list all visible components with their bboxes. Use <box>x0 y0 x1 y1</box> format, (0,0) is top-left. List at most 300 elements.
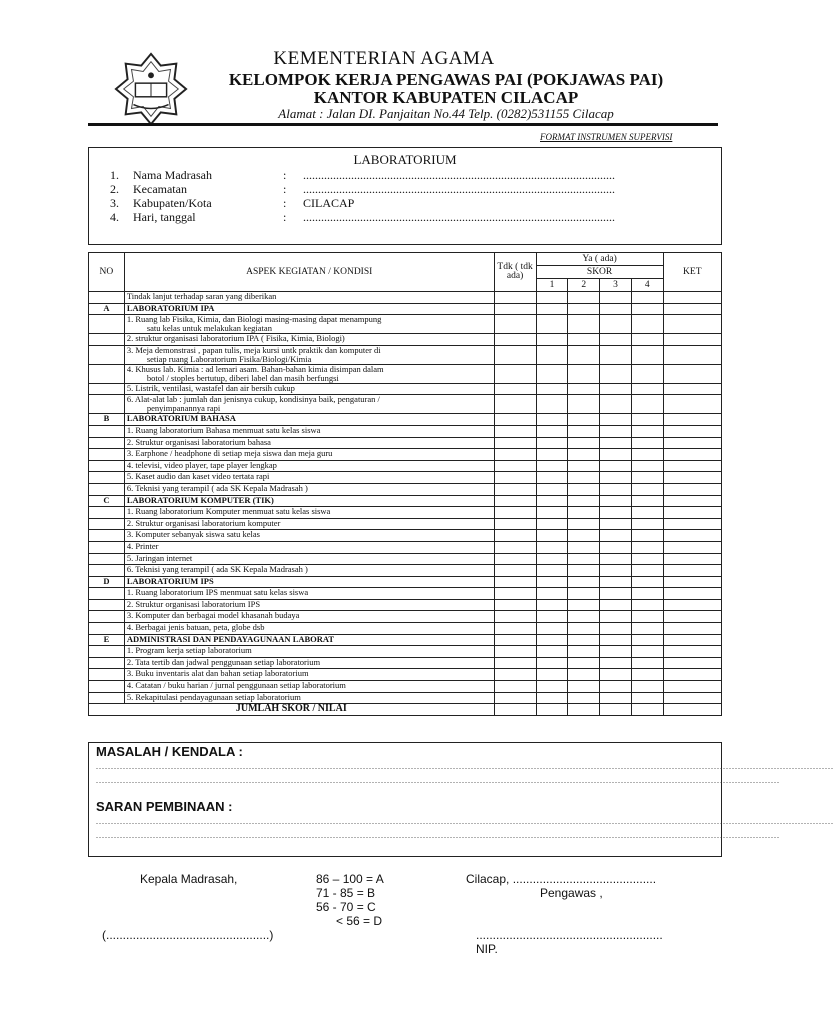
score-cell[interactable] <box>568 334 600 346</box>
score-cell[interactable] <box>494 507 536 519</box>
score-cell[interactable] <box>494 669 536 681</box>
score-cell[interactable] <box>631 315 663 334</box>
row-aspect-text: 3. Komputer dan berbagai model khasanah budaya <box>126 610 300 621</box>
score-cell[interactable] <box>568 437 600 449</box>
score-cell[interactable] <box>600 460 632 472</box>
score-cell[interactable] <box>663 303 721 315</box>
score-cell[interactable] <box>663 576 721 588</box>
score-cell[interactable] <box>494 611 536 623</box>
score-cell[interactable] <box>494 472 536 484</box>
score-cell[interactable] <box>494 334 536 346</box>
score-cell[interactable] <box>631 437 663 449</box>
score-cell[interactable] <box>600 657 632 669</box>
row-aspect-text: 4. Berbagai jenis batuan, peta, globe dsb <box>126 622 265 633</box>
score-cell[interactable] <box>536 588 568 600</box>
row-no <box>89 472 125 484</box>
score-cell[interactable] <box>536 383 568 395</box>
score-cell[interactable] <box>494 623 536 635</box>
nip-label: NIP. <box>476 942 498 956</box>
table-row <box>89 425 722 437</box>
score-cell[interactable] <box>568 364 600 383</box>
score-cell[interactable] <box>568 303 600 315</box>
score-cell[interactable] <box>568 495 600 507</box>
score-cell[interactable] <box>663 507 721 519</box>
score-cell[interactable] <box>600 395 632 414</box>
table-row <box>89 437 722 449</box>
score-cell[interactable] <box>663 611 721 623</box>
score-cell[interactable] <box>600 599 632 611</box>
score-cell[interactable] <box>600 669 632 681</box>
row-no <box>89 657 125 669</box>
score-cell[interactable] <box>631 364 663 383</box>
row-no <box>89 553 125 565</box>
score-cell[interactable] <box>663 483 721 495</box>
score-cell[interactable] <box>663 437 721 449</box>
kepala-madrasah-label: Kepala Madrasah, <box>140 872 238 886</box>
table-row <box>89 623 722 635</box>
identity-label-3: Kabupaten/Kota <box>133 196 212 210</box>
score-cell[interactable] <box>631 460 663 472</box>
row-aspect-text: 1. Ruang lab Fisika, Kimia, dan Biologi masing-masing dapat menampung <box>126 314 382 325</box>
masalah-title: MASALAH / KENDALA : <box>96 744 243 759</box>
table-row <box>89 681 722 693</box>
score-cell[interactable] <box>536 669 568 681</box>
score-cell[interactable] <box>631 634 663 646</box>
score-cell[interactable] <box>536 611 568 623</box>
row-aspect-text: 4. televisi, video player, tape player lengkap <box>126 459 277 470</box>
col-ya: Ya ( ada) <box>536 253 663 266</box>
row-aspect-text: 4. Printer <box>126 540 159 551</box>
row-no <box>89 460 125 472</box>
section-row <box>89 414 722 426</box>
score-cell[interactable] <box>568 414 600 426</box>
row-aspect-text: 5. Listrik, ventilasi, wastafel dan air bersih cukup <box>126 382 295 393</box>
table-row <box>89 334 722 346</box>
score-cell[interactable] <box>536 692 568 704</box>
score-cell[interactable] <box>600 345 632 364</box>
score-cell[interactable] <box>494 681 536 693</box>
row-aspect-text: 5. Kaset audio dan kaset video tertata rapi <box>126 471 270 482</box>
score-cell[interactable] <box>536 623 568 635</box>
score-cell[interactable] <box>600 518 632 530</box>
score-cell[interactable] <box>568 634 600 646</box>
score-cell[interactable] <box>600 507 632 519</box>
identity-value-4: ........................................................................................................ <box>303 210 615 224</box>
identity-colon-1: : <box>283 168 287 182</box>
row-no <box>89 669 125 681</box>
section-row <box>89 495 722 507</box>
score-cell[interactable] <box>600 364 632 383</box>
score-cell[interactable] <box>600 541 632 553</box>
score-cell[interactable] <box>568 588 600 600</box>
score-cell[interactable] <box>631 553 663 565</box>
identity-num-1: 1. <box>110 168 119 182</box>
row-aspect-text: 6. Teknisi yang terampil ( ada SK Kepala Madrasah ) <box>126 482 308 493</box>
row-aspect-text-cont: satu kelas untuk melakukan kegiatan <box>146 323 272 334</box>
score-cell[interactable] <box>536 507 568 519</box>
table-row <box>89 657 722 669</box>
score-cell[interactable] <box>600 303 632 315</box>
col-aspek: ASPEK KEGIATAN / KONDISI <box>124 253 494 292</box>
score-cell[interactable] <box>568 460 600 472</box>
score-cell[interactable] <box>600 495 632 507</box>
score-cell[interactable] <box>663 553 721 565</box>
row-no <box>89 437 125 449</box>
score-cell[interactable] <box>568 395 600 414</box>
table-row <box>89 364 722 383</box>
score-cell[interactable] <box>568 553 600 565</box>
score-cell[interactable] <box>568 518 600 530</box>
score-cell[interactable] <box>631 507 663 519</box>
score-cell[interactable] <box>631 303 663 315</box>
score-cell[interactable] <box>663 530 721 542</box>
score-cell[interactable] <box>631 395 663 414</box>
score-cell[interactable] <box>568 611 600 623</box>
table-row <box>89 530 722 542</box>
section-row <box>89 303 722 315</box>
score-cell[interactable] <box>494 541 536 553</box>
score-cell[interactable] <box>631 588 663 600</box>
score-cell[interactable] <box>600 576 632 588</box>
score-cell[interactable] <box>663 395 721 414</box>
saran-line-2: .................................................................................................................................................................................................................................... <box>96 831 780 840</box>
score-cell[interactable] <box>663 623 721 635</box>
row-no: C <box>89 495 125 507</box>
score-cell[interactable] <box>494 634 536 646</box>
row-aspect-text: 5. Jaringan internet <box>126 552 193 563</box>
score-cell[interactable] <box>536 414 568 426</box>
score-cell[interactable] <box>536 472 568 484</box>
identity-label-1: Nama Madrasah <box>133 168 212 182</box>
score-cell[interactable] <box>600 472 632 484</box>
table-row <box>89 599 722 611</box>
score-cell[interactable] <box>631 518 663 530</box>
place-date: Cilacap, ........................................... <box>466 872 657 886</box>
score-cell[interactable] <box>600 483 632 495</box>
score-cell[interactable] <box>631 541 663 553</box>
score-cell[interactable] <box>600 530 632 542</box>
score-cell[interactable] <box>494 565 536 577</box>
score-cell[interactable] <box>600 588 632 600</box>
score-cell[interactable] <box>568 681 600 693</box>
format-label: FORMAT INSTRUMEN SUPERVISI <box>540 132 673 142</box>
table-row <box>89 472 722 484</box>
score-cell[interactable] <box>631 646 663 658</box>
score-cell[interactable] <box>536 634 568 646</box>
score-cell[interactable] <box>494 495 536 507</box>
score-cell[interactable] <box>631 530 663 542</box>
row-aspect-text: 6. Teknisi yang terampil ( ada SK Kepala Madrasah ) <box>126 564 308 575</box>
row-aspect-text: 3. Komputer sebanyak siswa satu kelas <box>126 529 260 540</box>
score-cell[interactable] <box>600 692 632 704</box>
score-cell[interactable] <box>600 553 632 565</box>
row-no <box>89 345 125 364</box>
score-cell[interactable] <box>631 495 663 507</box>
score-cell[interactable] <box>494 692 536 704</box>
score-cell[interactable] <box>494 425 536 437</box>
score-cell[interactable] <box>600 634 632 646</box>
row-aspect-text: 6. Alat-alat lab : jumlah dan jenisnya cukup, kondisinya baik, pengaturan / <box>126 394 380 405</box>
score-cell[interactable] <box>568 657 600 669</box>
score-cell[interactable] <box>663 669 721 681</box>
score-cell[interactable] <box>536 437 568 449</box>
score-cell[interactable] <box>536 483 568 495</box>
score-cell[interactable] <box>568 472 600 484</box>
score-cell[interactable] <box>600 425 632 437</box>
score-cell[interactable] <box>536 495 568 507</box>
score-cell[interactable] <box>600 646 632 658</box>
row-no <box>89 692 125 704</box>
score-cell[interactable] <box>600 437 632 449</box>
row-aspect-text: 4. Khusus lab. Kimia : ad lemari asam. Bahan-bahan kimia disimpan dalam <box>126 363 384 374</box>
total-score-label: JUMLAH SKOR / NILAI <box>89 704 495 716</box>
row-no <box>89 383 125 395</box>
col-score-2: 2 <box>568 279 600 292</box>
row-no <box>89 646 125 658</box>
score-cell[interactable] <box>663 646 721 658</box>
office-address: Alamat : Jalan DI. Panjaitan No.44 Telp. (0282)531155 Cilacap <box>278 106 614 121</box>
score-cell[interactable] <box>631 692 663 704</box>
score-cell[interactable] <box>568 483 600 495</box>
score-cell[interactable] <box>663 681 721 693</box>
score-cell[interactable] <box>494 437 536 449</box>
identity-colon-3: : <box>283 196 287 210</box>
identity-value-2: ........................................................................................................ <box>303 182 615 196</box>
score-cell[interactable] <box>663 364 721 383</box>
score-cell[interactable] <box>663 692 721 704</box>
score-cell[interactable] <box>536 303 568 315</box>
row-aspect-text: 2. Tata tertib dan jadwal penggunaan setiap laboratorium <box>126 656 321 667</box>
score-cell[interactable] <box>600 414 632 426</box>
score-cell[interactable] <box>494 364 536 383</box>
score-cell[interactable] <box>663 460 721 472</box>
score-cell[interactable] <box>663 657 721 669</box>
masalah-line-1: ...................................................................................................................................................................................................................................................... <box>96 762 834 771</box>
row-no <box>89 395 125 414</box>
table-row <box>89 507 722 519</box>
score-cell[interactable] <box>494 483 536 495</box>
score-cell[interactable] <box>663 518 721 530</box>
row-no <box>89 588 125 600</box>
table-row <box>89 395 722 414</box>
office-name: KANTOR KABUPATEN CILACAP <box>313 88 579 107</box>
score-cell[interactable] <box>536 518 568 530</box>
row-no <box>89 425 125 437</box>
score-cell[interactable] <box>663 449 721 461</box>
col-score-4: 4 <box>631 279 663 292</box>
score-cell[interactable] <box>536 460 568 472</box>
score-cell[interactable] <box>536 449 568 461</box>
col-ket: KET <box>663 253 721 292</box>
row-no <box>89 518 125 530</box>
score-cell[interactable] <box>568 449 600 461</box>
score-cell[interactable] <box>568 565 600 577</box>
score-cell[interactable] <box>536 553 568 565</box>
score-cell[interactable] <box>663 588 721 600</box>
score-cell[interactable] <box>663 495 721 507</box>
row-no: A <box>89 303 125 315</box>
score-cell[interactable] <box>568 345 600 364</box>
score-cell[interactable] <box>494 414 536 426</box>
score-cell[interactable] <box>568 425 600 437</box>
score-cell[interactable] <box>631 657 663 669</box>
identity-num-3: 3. <box>110 196 119 210</box>
score-cell[interactable] <box>631 449 663 461</box>
score-cell[interactable] <box>494 518 536 530</box>
table-row <box>89 553 722 565</box>
score-cell[interactable] <box>568 507 600 519</box>
score-cell[interactable] <box>568 383 600 395</box>
score-cell[interactable] <box>536 334 568 346</box>
score-cell[interactable] <box>631 483 663 495</box>
score-cell[interactable] <box>631 576 663 588</box>
row-aspect-text: ADMINISTRASI DAN PENDAYAGUNAAN LABORAT <box>126 633 335 644</box>
score-cell[interactable] <box>536 425 568 437</box>
score-cell[interactable] <box>494 449 536 461</box>
score-cell[interactable] <box>600 565 632 577</box>
row-no <box>89 623 125 635</box>
score-cell[interactable] <box>663 345 721 364</box>
score-cell[interactable] <box>568 692 600 704</box>
score-cell[interactable] <box>494 460 536 472</box>
table-row <box>89 588 722 600</box>
ministry-name: KEMENTERIAN AGAMA <box>273 48 495 69</box>
score-cell[interactable] <box>494 576 536 588</box>
col-score-1: 1 <box>536 279 568 292</box>
score-cell[interactable] <box>568 646 600 658</box>
score-cell[interactable] <box>631 681 663 693</box>
score-cell[interactable] <box>494 383 536 395</box>
score-cell[interactable] <box>663 541 721 553</box>
score-cell[interactable] <box>568 623 600 635</box>
score-cell[interactable] <box>631 345 663 364</box>
score-cell[interactable] <box>663 634 721 646</box>
row-no: B <box>89 414 125 426</box>
score-cell[interactable] <box>631 425 663 437</box>
score-cell[interactable] <box>494 395 536 414</box>
score-cell[interactable] <box>663 315 721 334</box>
row-no: E <box>89 634 125 646</box>
table-row <box>89 611 722 623</box>
score-cell[interactable] <box>663 334 721 346</box>
grade-a: 86 – 100 = A <box>316 872 384 886</box>
score-cell[interactable] <box>600 449 632 461</box>
working-group-name: KELOMPOK KERJA PENGAWAS PAI (POKJAWAS PAI) <box>228 70 664 89</box>
score-cell[interactable] <box>536 315 568 334</box>
score-cell[interactable] <box>536 345 568 364</box>
score-cell[interactable] <box>600 681 632 693</box>
score-cell[interactable] <box>568 530 600 542</box>
score-cell[interactable] <box>663 425 721 437</box>
score-cell[interactable] <box>568 541 600 553</box>
score-cell[interactable] <box>494 315 536 334</box>
score-cell[interactable] <box>600 315 632 334</box>
saran-title: SARAN PEMBINAAN : <box>96 799 233 814</box>
score-cell[interactable] <box>536 530 568 542</box>
score-cell[interactable] <box>568 315 600 334</box>
row-aspect-text: 2. Struktur organisasi laboratorium bahasa <box>126 436 271 447</box>
score-cell[interactable] <box>536 541 568 553</box>
score-cell[interactable] <box>536 576 568 588</box>
table-row <box>89 449 722 461</box>
score-cell[interactable] <box>494 588 536 600</box>
col-tdk: Tdk ( tdk ada) <box>494 253 536 292</box>
score-cell[interactable] <box>536 646 568 658</box>
score-cell[interactable] <box>631 611 663 623</box>
row-no <box>89 483 125 495</box>
score-cell[interactable] <box>494 530 536 542</box>
score-cell[interactable] <box>600 611 632 623</box>
score-cell[interactable] <box>568 576 600 588</box>
col-skor: SKOR <box>536 266 663 279</box>
row-aspect-text: 1. Ruang laboratorium Bahasa menmuat satu kelas siswa <box>126 424 321 435</box>
pengawas-signature-line: ........................................................ <box>476 928 663 942</box>
score-cell[interactable] <box>631 565 663 577</box>
score-cell[interactable] <box>536 364 568 383</box>
score-cell[interactable] <box>631 599 663 611</box>
saran-line-1: ...................................................................................................................................................................................................................................................... <box>96 817 834 826</box>
score-cell[interactable] <box>631 623 663 635</box>
row-aspect-text: 1. Program kerja setiap laboratorium <box>126 645 252 656</box>
identity-colon-2: : <box>283 182 287 196</box>
score-cell[interactable] <box>631 669 663 681</box>
score-cell[interactable] <box>494 599 536 611</box>
grade-c: 56 - 70 = C <box>316 900 376 914</box>
score-cell[interactable] <box>631 414 663 426</box>
score-cell[interactable] <box>631 334 663 346</box>
score-cell[interactable] <box>494 303 536 315</box>
table-row <box>89 315 722 334</box>
supervision-table <box>88 252 722 716</box>
table-row <box>89 460 722 472</box>
score-cell[interactable] <box>631 472 663 484</box>
row-aspect-text-cont: botol / stoples bertutup, diberi label dan masih berfungsi <box>146 372 339 383</box>
score-cell[interactable] <box>600 623 632 635</box>
score-cell[interactable] <box>663 565 721 577</box>
masalah-line-2: .................................................................................................................................................................................................................................... <box>96 776 780 785</box>
table-row <box>89 646 722 658</box>
table-row <box>89 692 722 704</box>
score-cell[interactable] <box>568 669 600 681</box>
identity-num-4: 4. <box>110 210 119 224</box>
score-cell[interactable] <box>600 334 632 346</box>
score-cell[interactable] <box>663 472 721 484</box>
section-row <box>89 634 722 646</box>
score-cell[interactable] <box>536 565 568 577</box>
row-no <box>89 565 125 577</box>
table-row <box>89 518 722 530</box>
score-cell[interactable] <box>536 395 568 414</box>
score-cell[interactable] <box>536 681 568 693</box>
score-cell[interactable] <box>494 345 536 364</box>
row-aspect-text: 5. Rekapitulasi pendayagunaan setiap laboratorium <box>126 691 301 702</box>
score-cell[interactable] <box>494 646 536 658</box>
score-cell[interactable] <box>663 383 721 395</box>
score-cell[interactable] <box>536 599 568 611</box>
score-cell[interactable] <box>663 414 721 426</box>
row-aspect-text-cont: setiap ruang Laboratorium Fisika/Biologi/Kimia <box>146 353 312 364</box>
score-cell[interactable] <box>600 383 632 395</box>
score-cell[interactable] <box>494 553 536 565</box>
score-cell[interactable] <box>663 599 721 611</box>
score-cell[interactable] <box>568 599 600 611</box>
score-cell[interactable] <box>494 657 536 669</box>
row-aspect-text: 1. Ruang laboratorium IPS menmuat satu kelas siswa <box>126 587 309 598</box>
score-cell[interactable] <box>536 657 568 669</box>
table-row <box>89 669 722 681</box>
score-cell[interactable] <box>631 383 663 395</box>
grade-d: < 56 = D <box>336 914 383 928</box>
